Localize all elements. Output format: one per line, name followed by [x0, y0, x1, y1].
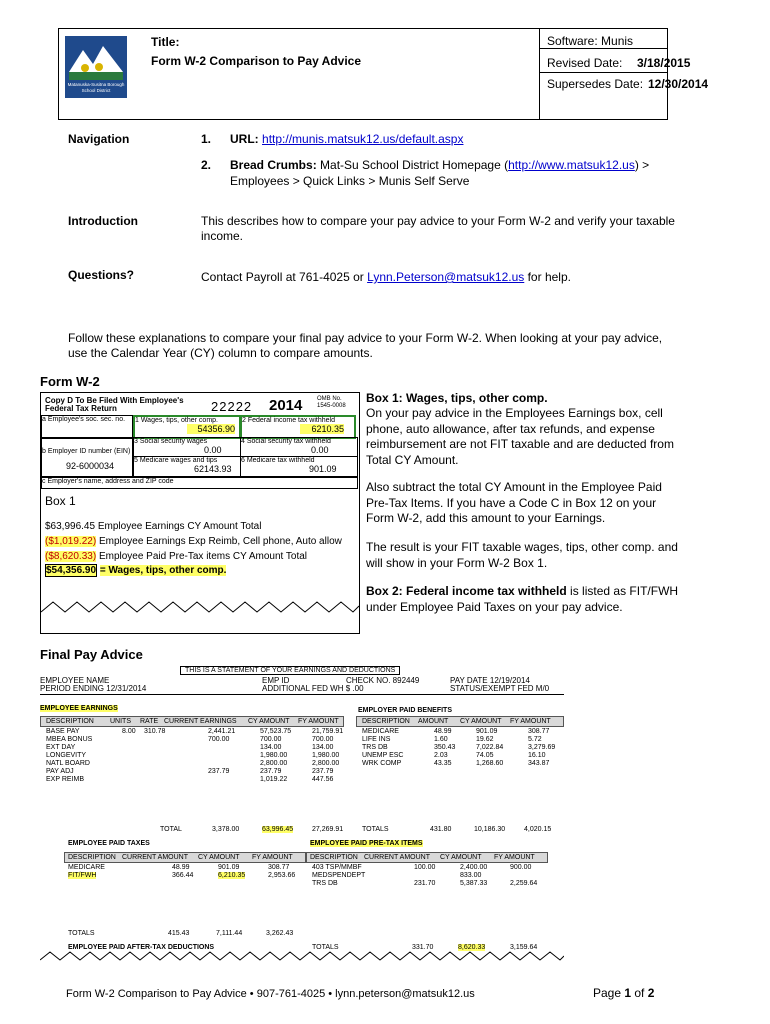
footer-text: Form W-2 Comparison to Pay Advice • 907-761-4025 • lynn.peterson@matsuk12.us — [66, 988, 475, 1000]
pa-statement: THIS IS A STATEMENT OF YOUR EARNINGS AND DEDUCTIONS — [180, 666, 400, 675]
pa-pretax-row-cell: 2,259.64 — [510, 880, 538, 887]
pa-totals-label: TOTALS — [362, 826, 389, 833]
pa-pretax-row-cell: 900.00 — [510, 864, 532, 871]
pa-col-header: FY AMOUNT — [298, 718, 339, 725]
pa-taxes-row-cell: 308.77 — [268, 864, 290, 871]
w2-row1 — [45, 521, 261, 532]
w2-row2 — [45, 536, 342, 547]
w2-cell-a — [41, 415, 133, 439]
box2-paragraph — [366, 584, 678, 615]
questions-label: Questions? — [68, 268, 135, 282]
w2-ein-value: 92-6000034 — [66, 461, 115, 471]
pa-employee-name: EMPLOYEE NAME — [40, 676, 110, 685]
pa-earnings-row-cell: NATL BOARD — [46, 760, 90, 767]
w2-box3-label: 3 Social security wages — [134, 438, 208, 445]
breadcrumbs-path: Employees > Quick Links > Munis Self Serve — [230, 174, 470, 188]
w2-box3-value: 0.00 — [204, 445, 222, 455]
w2-copy-line1: Copy D To Be Filed With Employee's — [45, 396, 184, 405]
pa-benefits-row-cell: 7,022.84 — [476, 744, 504, 751]
logo-text: Matanuska-Susitna Borough School District — [67, 82, 125, 93]
form-w2-image — [40, 392, 360, 634]
pa-earnings-row-cell: 1,980.00 — [260, 752, 288, 759]
pa-earnings-row-cell: 2,800.00 — [312, 760, 340, 767]
introduction-label: Introduction — [68, 214, 138, 228]
breadcrumbs-label: Bread Crumbs: — [230, 158, 317, 172]
pay-advice-image — [40, 664, 564, 968]
pa-earnings-row-cell: 134.00 — [312, 744, 334, 751]
pa-pretax-row-cell: 2,400.00 — [460, 864, 488, 871]
pa-period-date: 12/31/2014 — [106, 684, 147, 693]
box2-heading: Box 2: Federal income tax withheld — [366, 584, 567, 598]
pa-earnings-row-cell: 1,019.22 — [260, 776, 288, 783]
box1-p1-line: Total CY Amount. — [366, 452, 459, 467]
pa-benefits-row-cell: 16.10 — [528, 752, 546, 759]
pa-pretax-row-cell: 403 TSP/MMBF — [312, 864, 362, 871]
box1-p2-line: Also subtract the total CY Amount in the Employee Paid — [366, 480, 662, 494]
pa-col-header: CY AMOUNT — [440, 854, 482, 861]
pa-earnings-row-cell: EXP REIMB — [46, 776, 84, 783]
pa-col-header: CURRENT AMOUNT — [122, 854, 188, 861]
pa-total-value: 10,186.30 — [474, 826, 506, 833]
w2-box6 — [240, 456, 358, 477]
w2-box4 — [240, 437, 358, 457]
w2-box3 — [133, 437, 241, 457]
pa-taxes-row-cell: 6,210.35 — [218, 872, 246, 879]
page-of: of — [631, 986, 648, 1000]
w2-box4-label: 4 Social security tax withheld — [241, 438, 331, 445]
pa-benefits-row-cell: UNEMP ESC — [362, 752, 404, 759]
pa-earnings-row-cell: 57,523.75 — [260, 728, 292, 735]
header-row-divider — [539, 72, 667, 73]
w2-year: 2014 — [269, 397, 303, 414]
page-label: Page — [593, 986, 625, 1000]
pa-earnings-row-cell: MBEA BONUS — [46, 736, 93, 743]
pa-earnings-title: EMPLOYEE EARNINGS — [40, 705, 118, 712]
pa-col-header: CURRENT AMOUNT — [364, 854, 430, 861]
pa-totals-label: TOTALS — [68, 930, 95, 937]
box1-p1-line: phone, auto allowance, after tax refunds, and expense — [366, 421, 655, 436]
box1-paragraph3 — [366, 540, 678, 571]
pa-aftertax-title: EMPLOYEE PAID AFTER-TAX DEDUCTIONS — [68, 944, 215, 951]
pa-taxes-row-cell: 366.44 — [172, 872, 194, 879]
w2-copy-line2: Federal Tax Return — [45, 404, 117, 413]
pa-taxes-row-cell: 901.09 — [218, 864, 240, 871]
pa-check-no: CHECK NO. 892449 — [346, 676, 420, 685]
w2-box2-value: 6210.35 — [300, 424, 344, 434]
software-label: Software: Munis — [547, 34, 634, 48]
pa-period-label: PERIOD ENDING — [40, 684, 105, 693]
w2-form-code: 22222 — [211, 399, 253, 414]
pa-col-header: DESCRIPTION — [362, 718, 410, 725]
district-logo — [65, 36, 127, 98]
pa-total-value: 4,020.15 — [524, 826, 552, 833]
pa-benefits-row-cell: 1.60 — [434, 736, 448, 743]
payroll-email-link[interactable]: Lynn.Peterson@matsuk12.us — [367, 270, 525, 284]
pa-earnings-row-cell: 237.79 — [208, 768, 230, 775]
questions-text-a: Contact Payroll at 761-4025 or — [201, 270, 368, 284]
pa-pretax-row-cell: 833.00 — [460, 872, 482, 879]
revised-label: Revised Date: — [547, 56, 623, 70]
navigation-label: Navigation — [68, 132, 130, 146]
document-title: Form W-2 Comparison to Pay Advice — [151, 54, 362, 68]
pa-total-value: 415.43 — [168, 930, 190, 937]
pa-benefits-row-cell: 3,279.69 — [528, 744, 556, 751]
pa-divider — [40, 694, 564, 695]
pa-pay-date: PAY DATE 12/19/2014 — [450, 676, 530, 685]
pa-additional-fed — [262, 684, 364, 693]
pa-total-value: 8,620.33 — [458, 944, 486, 951]
w2-box1-label: 1 Wages, tips, other comp. — [135, 417, 218, 424]
pa-col-header: DESCRIPTION — [310, 854, 358, 861]
pa-total-value: 63,996.45 — [262, 826, 294, 833]
box1-p1-line: On your pay advice in the Employees Earnings box, cell — [366, 406, 663, 420]
box1-heading: Box 1: Wages, tips, other comp. — [366, 391, 548, 405]
w2-row3-amount: ($8,620.33) — [45, 551, 97, 562]
pa-benefits-row-cell: TRS DB — [362, 744, 388, 751]
box1-p2-line: Pre-Tax Items. If you have a Code C in Box 12 on your — [366, 495, 657, 510]
page-number — [593, 986, 654, 1000]
w2-row4 — [45, 565, 226, 576]
torn-edge-decoration — [40, 950, 564, 968]
questions-text — [201, 270, 571, 284]
pa-benefits-row-cell: 308.77 — [528, 728, 550, 735]
box1-paragraph1 — [366, 406, 674, 468]
pa-taxes-row-cell: 2,953.66 — [268, 872, 296, 879]
pa-taxes-row-cell: FIT/FWH — [68, 872, 97, 879]
box1-p3-line: will show in your Form W-2 Box 1. — [366, 555, 548, 570]
box1-p1-line: reimbursement are not FIT taxable and are deducted from — [366, 437, 674, 451]
pa-totals-label: TOTALS — [312, 944, 339, 951]
pa-benefits-row-cell: MEDICARE — [362, 728, 399, 735]
w2-row1-amount: $63,996.45 — [45, 521, 96, 532]
pay-advice-heading: Final Pay Advice — [40, 647, 143, 662]
box2-text-a: is listed as FIT/FWH — [566, 584, 679, 598]
pa-benefits-row-cell: 901.09 — [476, 728, 498, 735]
pa-earnings-row-cell: LONGEVITY — [46, 752, 87, 759]
w2-row2-amount: ($1,019.22) — [45, 536, 97, 547]
w2-box4-value: 0.00 — [311, 445, 329, 455]
w2-row3 — [45, 551, 307, 562]
pa-col-header: CY AMOUNT — [248, 718, 290, 725]
pa-total-value: 27,269.91 — [312, 826, 344, 833]
pa-earnings-row-cell: 8.00 — [122, 728, 136, 735]
w2-cell-a-label: a Employee's soc. sec. no. — [42, 416, 126, 423]
pa-benefits-row-cell: 343.87 — [528, 760, 550, 767]
w2-row3-text: Employee Paid Pre-Tax items CY Amount Total — [98, 551, 307, 562]
pa-total-value: 431.80 — [430, 826, 452, 833]
pa-col-header: CY AMOUNT — [460, 718, 502, 725]
pa-total-value: 3,378.00 — [212, 826, 240, 833]
pa-col-header: FY AMOUNT — [494, 854, 535, 861]
nav-item2-number: 2. — [201, 158, 212, 172]
pa-total-value: 7,111.44 — [216, 930, 243, 937]
pa-col-header: DESCRIPTION — [46, 718, 94, 725]
district-homepage-link[interactable]: http://www.matsuk12.us — [508, 158, 635, 172]
pa-col-header: DESCRIPTION — [68, 854, 116, 861]
pa-earnings-row-cell: BASE PAY — [46, 728, 80, 735]
pa-taxes-title: EMPLOYEE PAID TAXES — [68, 840, 150, 847]
w2-box2-label: 2 Federal income tax withheld — [242, 417, 335, 424]
pa-earnings-row-cell: 700.00 — [260, 736, 282, 743]
breadcrumbs-text-end: ) > — [634, 158, 650, 172]
pa-col-header: CY AMOUNT — [198, 854, 240, 861]
pa-col-header: CURRENT EARNINGS — [164, 718, 237, 725]
pa-total-value: 3,262.43 — [266, 930, 294, 937]
pa-total-value: 331.70 — [412, 944, 434, 951]
header-row-divider — [539, 48, 667, 49]
pa-additional-fed-label: ADDITIONAL FED WH $ — [262, 684, 351, 693]
pa-earnings-row-cell: EXT DAY — [46, 744, 76, 751]
pa-status: STATUS/EXEMPT FED M/0 — [450, 684, 550, 693]
pa-col-header: FY AMOUNT — [252, 854, 293, 861]
pa-additional-fed-value: .00 — [352, 684, 364, 693]
pa-earnings-row-cell: 700.00 — [208, 736, 230, 743]
w2-row4-amount: $54,356.90 — [46, 565, 97, 576]
w2-box5-value: 62143.93 — [194, 464, 232, 474]
w2-box1 — [133, 415, 241, 439]
pa-taxes-row-cell: MEDICARE — [68, 864, 105, 871]
w2-box6-value: 901.09 — [309, 464, 337, 474]
w2-ein-cell — [41, 437, 133, 477]
nav-item1-number: 1. — [201, 132, 212, 146]
pa-total-value: 3,159.64 — [510, 944, 538, 951]
pa-earnings-row-cell: 310.78 — [144, 728, 166, 735]
w2-row2-text: Employee Earnings Exp Reimb, Cell phone, Auto allow — [98, 536, 342, 547]
w2-box2 — [240, 415, 356, 439]
w2-row4-text: = Wages, tips, other comp. — [99, 565, 227, 576]
w2-employer-cell — [41, 477, 358, 489]
pa-pretax-row-cell: 100.00 — [414, 864, 436, 871]
questions-text-b: for help. — [524, 270, 571, 284]
pa-benefits-row-cell: 1,268.60 — [476, 760, 504, 767]
pa-col-header: UNITS — [110, 718, 131, 725]
introduction-text-line1: This describes how to compare your pay advice to your Form W-2 and verify your taxable — [201, 214, 675, 228]
pa-col-header: AMOUNT — [418, 718, 449, 725]
pa-earnings-row-cell: 1,980.00 — [312, 752, 340, 759]
w2-omb: OMB No. 1545-0008 — [317, 396, 346, 409]
box1-p2-line: Form W-2, add this amount to your Earnings. — [366, 511, 606, 525]
document-header — [58, 28, 709, 120]
revised-date: 3/18/2015 — [637, 56, 691, 70]
pa-benefits-row-cell: 74.05 — [476, 752, 494, 759]
pa-pretax-row-cell: 5,387.33 — [460, 880, 488, 887]
pa-earnings-row-cell: 134.00 — [260, 744, 282, 751]
breadcrumbs-text: Mat-Su School District Homepage ( — [320, 158, 509, 172]
pa-pretax-row-cell: TRS DB — [312, 880, 338, 887]
pa-earnings-row-cell: 700.00 — [312, 736, 334, 743]
pa-pretax-row-cell: 231.70 — [414, 880, 436, 887]
pa-total-label: TOTAL — [160, 826, 182, 833]
pa-col-header: FY AMOUNT — [510, 718, 551, 725]
box2-text-b: under Employee Paid Taxes on your pay advice. — [366, 599, 623, 614]
pa-benefits-row-cell: 350.43 — [434, 744, 456, 751]
pa-earnings-row-cell: 2,441.21 — [208, 728, 236, 735]
form-w2-heading: Form W-2 — [40, 374, 100, 389]
pa-earnings-row-cell: PAY ADJ — [46, 768, 74, 775]
supersedes-label: Supersedes Date: — [547, 77, 644, 91]
pa-period-ending — [40, 684, 146, 693]
pa-earnings-row-cell: 447.56 — [312, 776, 334, 783]
torn-edge-decoration — [41, 598, 359, 634]
pa-emp-id: EMP ID — [262, 676, 290, 685]
w2-ein-label: b Employer ID number (EIN) — [42, 448, 131, 455]
pa-benefits-row-cell: 48.99 — [434, 728, 452, 735]
pa-pretax-row-cell: MEDSPENDEPT — [312, 872, 366, 879]
w2-box5 — [133, 456, 241, 477]
intro-paragraph-line2: use the Calendar Year (CY) column to compare amounts. — [68, 346, 373, 360]
title-label: Title: — [151, 35, 180, 49]
box1-paragraph2 — [366, 480, 662, 527]
w2-row1-text: Employee Earnings CY Amount Total — [97, 521, 262, 532]
pa-benefits-row-cell: 19.62 — [476, 736, 494, 743]
introduction-text-line2: income. — [201, 229, 244, 243]
supersedes-date: 12/30/2014 — [648, 77, 709, 91]
pa-pretax-title: EMPLOYEE PAID PRE-TAX ITEMS — [310, 840, 423, 847]
w2-box1-title: Box 1 — [45, 494, 76, 508]
intro-paragraph-line1: Follow these explanations to compare your final pay advice to your Form W-2. When looking at your pay advice, — [68, 331, 663, 345]
page-total: 2 — [647, 986, 655, 1000]
pa-earnings-row-cell: 237.79 — [312, 768, 334, 775]
header-divider — [539, 29, 540, 119]
munis-url-link[interactable]: http://munis.matsuk12.us/default.aspx — [262, 132, 464, 146]
pa-benefits-row-cell: LIFE INS — [362, 736, 391, 743]
pa-benefits-row-cell: 2.03 — [434, 752, 448, 759]
pa-earnings-row-cell: 2,800.00 — [260, 760, 288, 767]
pa-benefits-row-cell: 43.35 — [434, 760, 452, 767]
pa-earnings-row-cell: 237.79 — [260, 768, 282, 775]
pa-benefits-row-cell: WRK COMP — [362, 760, 402, 767]
pa-benefits-title: EMPLOYER PAID BENEFITS — [358, 707, 452, 714]
nav-item1 — [230, 132, 463, 146]
w2-box6-label: 6 Medicare tax withheld — [241, 457, 315, 464]
pa-benefits-row-cell: 5.72 — [528, 736, 542, 743]
pa-taxes-row-cell: 48.99 — [172, 864, 190, 871]
url-label: URL: — [230, 132, 259, 146]
page-current: 1 — [624, 986, 632, 1000]
box1-p3-line: The result is your FIT taxable wages, tips, other comp. and — [366, 540, 678, 554]
w2-employer-label: c Employer's name, address and ZIP code — [42, 478, 174, 485]
w2-box5-label: 5 Medicare wages and tips — [134, 457, 218, 464]
pa-earnings-row-cell: 21,759.91 — [312, 728, 344, 735]
w2-box1-value: 54356.90 — [187, 424, 235, 434]
nav-item2 — [230, 158, 650, 172]
pa-col-header: RATE — [140, 718, 159, 725]
